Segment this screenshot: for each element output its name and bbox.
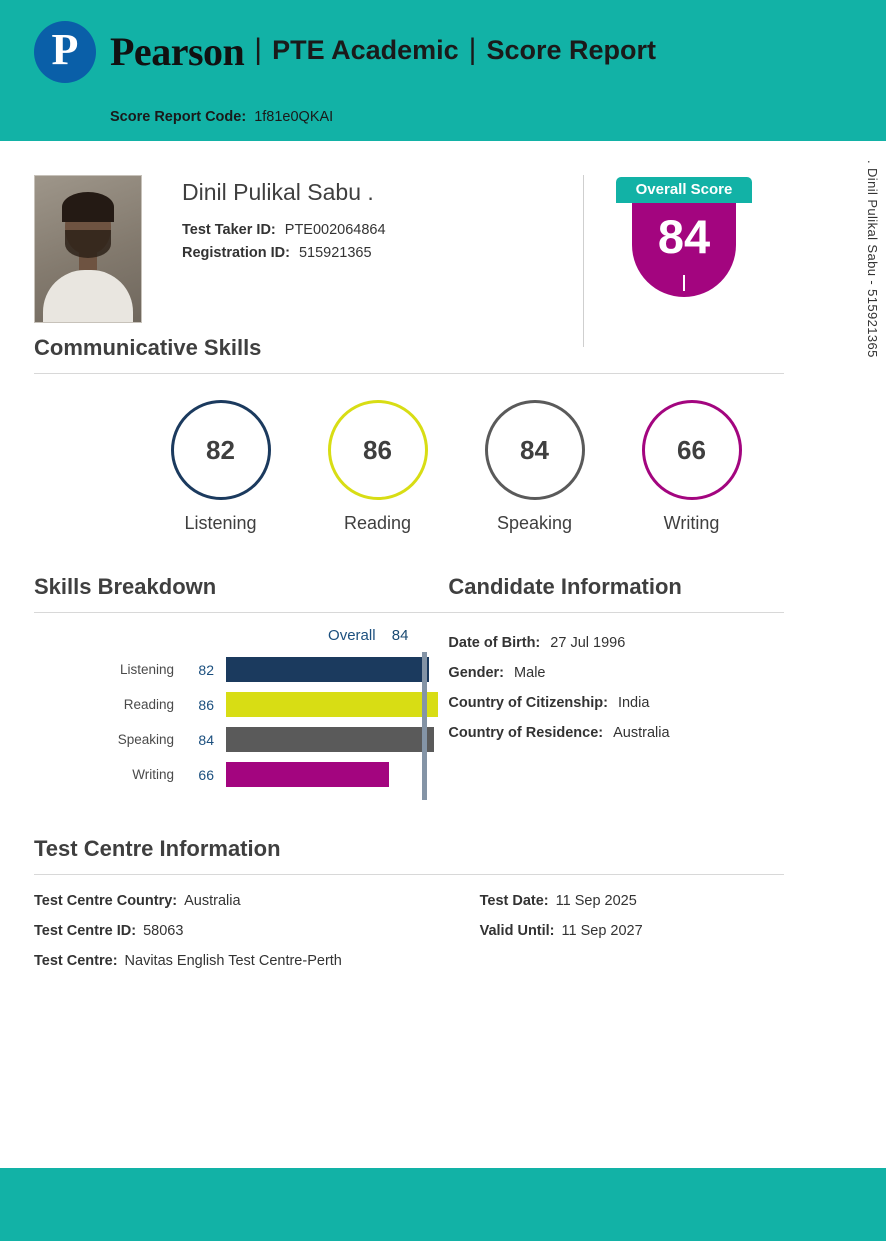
bar-value-writing: 66 [198, 766, 214, 783]
info-row-gender [448, 665, 784, 681]
test-centre-columns [34, 893, 784, 983]
brand-row [0, 0, 886, 88]
tc-value-name: Navitas English Test Centre-Perth [124, 953, 342, 969]
info-row-citizenship [448, 695, 784, 711]
info-value-dob: 27 Jul 1996 [550, 635, 626, 651]
bar-track-writing [226, 762, 448, 787]
tc-label-test-date: Test Date: [479, 893, 549, 909]
page-content [0, 141, 818, 983]
skill-circle-listening [142, 400, 299, 534]
overall-score-badge [632, 177, 736, 321]
pearson-logo-letter: P [51, 25, 79, 74]
header-product-title: PTE Academic [272, 34, 459, 65]
pearson-wordmark: Pearson [110, 29, 245, 74]
bar-fill-reading [226, 692, 438, 717]
candidate-name: Dinil Pulikal Sabu . [182, 179, 374, 205]
test-centre-left-column [34, 893, 480, 983]
skill-circle-writing-label: Writing [663, 513, 720, 533]
communicative-skills-heading: Communicative Skills [34, 335, 262, 360]
bar-label-speaking: Speaking [117, 732, 174, 747]
score-report-code-label: Score Report Code: [110, 109, 247, 125]
bar-fill-speaking [226, 727, 434, 752]
bar-value-listening: 82 [198, 661, 214, 678]
info-label-gender: Gender: [448, 665, 505, 681]
bar-row-speaking [34, 722, 448, 757]
candidate-summary [34, 141, 784, 321]
skills-breakdown-rule [34, 612, 448, 613]
skills-breakdown-heading: Skills Breakdown [34, 574, 217, 599]
info-label-residence: Country of Residence: [448, 725, 604, 741]
skill-circle-reading [299, 400, 456, 534]
bar-fill-writing [226, 762, 389, 787]
overall-score-area [584, 175, 784, 321]
bar-label-reading: Reading [123, 697, 174, 712]
tc-value-country: Australia [184, 893, 241, 909]
header-divider-1: | [254, 33, 263, 66]
bar-label-listening: Listening [119, 662, 174, 677]
tc-label-id: Test Centre ID: [34, 923, 137, 939]
test-centre-heading: Test Centre Information [34, 836, 281, 861]
tc-row-valid-until [480, 923, 784, 939]
info-label-citizenship: Country of Citizenship: [448, 695, 608, 711]
skill-circle-speaking-ring: 84 [485, 400, 585, 500]
header-document-type: Score Report [486, 34, 656, 65]
tc-value-valid-until: 11 Sep 2027 [561, 923, 643, 939]
test-taker-id-row [182, 222, 583, 238]
bar-row-reading [34, 687, 448, 722]
skill-circle-speaking-label: Speaking [496, 513, 573, 533]
bar-row-listening [34, 652, 448, 687]
test-centre-information [34, 836, 784, 983]
info-row-residence [448, 725, 784, 741]
communicative-skills-circles [34, 374, 784, 534]
skills-breakdown-column [34, 560, 448, 800]
skill-circle-writing-ring: 66 [642, 400, 742, 500]
registration-id-row [182, 245, 583, 261]
tc-label-valid-until: Valid Until: [479, 923, 555, 939]
skill-circle-reading-label: Reading [343, 513, 412, 533]
skill-circle-speaking [456, 400, 613, 534]
tc-label-country: Test Centre Country: [34, 893, 178, 909]
pearson-logo-icon [34, 21, 96, 83]
photo-beard [65, 230, 111, 258]
info-value-gender: Male [514, 665, 546, 681]
tc-value-test-date: 11 Sep 2025 [555, 893, 637, 909]
score-report-code [0, 109, 333, 125]
overall-marker-label: Overall [328, 627, 376, 644]
score-report-code-value: 1f81e0QKAI [254, 109, 334, 125]
candidate-information-heading: Candidate Information [448, 574, 682, 599]
bar-row-writing [34, 757, 448, 792]
header-divider-2: | [468, 33, 477, 66]
candidate-photo [34, 175, 142, 323]
candidate-identity [142, 175, 583, 321]
skill-circle-reading-ring: 86 [328, 400, 428, 500]
tc-row-id [34, 923, 480, 939]
overall-marker-legend [34, 627, 448, 644]
overall-score-label: Overall Score [616, 177, 752, 203]
skill-circle-listening-label: Listening [184, 513, 257, 533]
photo-hair [62, 192, 114, 222]
skill-circle-listening-ring: 82 [171, 400, 271, 500]
bar-track-reading [226, 692, 448, 717]
page-header [0, 0, 886, 141]
bar-value-reading: 86 [198, 696, 214, 713]
overall-score-value: 84 [657, 210, 711, 263]
skills-bar-chart [34, 652, 448, 800]
overall-score-shield [632, 203, 736, 297]
tc-value-id: 58063 [143, 923, 184, 939]
tc-row-name [34, 953, 480, 969]
bar-track-speaking [226, 727, 448, 752]
candidate-information-column [448, 560, 784, 800]
side-vertical-text: . Dinil Pulikal Sabu - 515921365 [865, 160, 880, 358]
bar-fill-listening [226, 657, 429, 682]
registration-id-label: Registration ID: [182, 245, 290, 261]
test-taker-id-value: PTE002064864 [284, 222, 386, 238]
breakdown-and-info [34, 560, 784, 800]
info-label-dob: Date of Birth: [448, 635, 541, 651]
overall-score-marker-line [422, 652, 427, 800]
overall-marker-value: 84 [391, 627, 409, 644]
tc-label-name: Test Centre: [34, 953, 118, 969]
bar-label-writing: Writing [132, 767, 174, 782]
bar-value-speaking: 84 [198, 731, 214, 748]
info-value-citizenship: India [617, 695, 650, 711]
test-centre-right-column [480, 893, 784, 983]
registration-id-value: 515921365 [298, 245, 372, 261]
info-row-dob [448, 635, 784, 651]
skill-circle-writing [613, 400, 770, 534]
tc-row-test-date [480, 893, 784, 909]
info-value-residence: Australia [613, 725, 670, 741]
tc-row-country [34, 893, 480, 909]
page-footer [0, 1168, 886, 1241]
test-centre-rule [34, 874, 784, 875]
bar-track-listening [226, 657, 448, 682]
test-taker-id-label: Test Taker ID: [182, 222, 276, 238]
